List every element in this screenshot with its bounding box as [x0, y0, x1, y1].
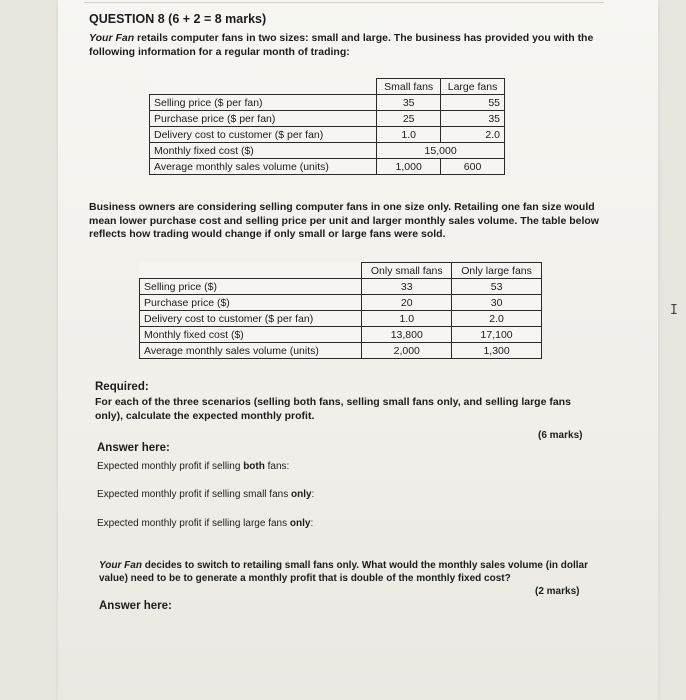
table-row: Average monthly sales volume (units) 2,000 1,300	[140, 343, 542, 359]
part2-question: Your Fan decides to switch to retailing small fans only. What would the monthly sales volume (in dollar value) need to be to generate a monthly profit that is double of the monthly fixed cost?	[99, 560, 588, 584]
table-row: Selling price ($ per fan) 35 55	[150, 95, 505, 111]
table-row: Purchase price ($ per fan) 25 35	[150, 111, 505, 127]
table-row: Delivery cost to customer ($ per fan) 1.0 2.0	[140, 311, 542, 327]
answer-heading-2: Answer here:	[99, 600, 172, 612]
answer-line-large: Expected monthly profit if selling large fans only:	[97, 518, 314, 529]
company-name: Your Fan	[89, 32, 135, 44]
merged-fixed-cost: 15,000	[377, 143, 505, 159]
row-label: Selling price ($ per fan)	[150, 95, 377, 111]
row-label: Delivery cost to customer ($ per fan)	[140, 311, 362, 327]
scenario-paragraph: Business owners are considering selling computer fans in one size only. Retailing one fan size would mean lower purchase cost and selling price per unit and larger monthly sales volume. The table below reflects how trading would change if only small or large fans were sold.	[89, 201, 599, 240]
row-label: Monthly fixed cost ($)	[150, 143, 377, 159]
row-label: Purchase price ($)	[140, 295, 362, 311]
header-only-large: Only large fans	[452, 263, 542, 279]
table-row: Purchase price ($) 20 30	[140, 295, 542, 311]
table-row: Average monthly sales volume (units) 1,000 600	[150, 159, 505, 175]
table-row: Selling price ($) 33 53	[140, 279, 542, 295]
answer-heading-1: Answer here:	[97, 442, 170, 454]
header-only-small: Only small fans	[362, 263, 452, 279]
answer-line-both: Expected monthly profit if selling both fans:	[97, 461, 290, 472]
row-label: Purchase price ($ per fan)	[150, 111, 377, 127]
header-small-fans: Small fans	[377, 79, 441, 95]
answer-line-small: Expected monthly profit if selling small fans only:	[97, 489, 315, 500]
fan-data-table	[149, 78, 505, 175]
intro-text: retails computer fans in two sizes: small and large. The business has provided you with the following information for a regular month of trading:	[89, 32, 594, 58]
table-row	[150, 143, 505, 159]
question-intro	[89, 31, 609, 59]
part2-marks: (2 marks)	[535, 586, 580, 597]
top-divider	[84, 2, 604, 3]
table-row: Monthly fixed cost ($) 13,800 17,100	[140, 327, 542, 343]
single-size-table	[139, 262, 542, 359]
table-row: Delivery cost to customer ($ per fan) 1.0 2.0	[150, 127, 505, 143]
row-label: Monthly fixed cost ($)	[140, 327, 362, 343]
required-text: For each of the three scenarios (selling both fans, selling small fans only, and selling large fans only), calculate the expected monthly profit.	[95, 396, 571, 422]
required-marks: (6 marks)	[538, 430, 583, 441]
row-label: Selling price ($)	[140, 279, 362, 295]
text-cursor-icon: I	[670, 303, 678, 318]
header-large-fans: Large fans	[441, 79, 505, 95]
row-label: Average monthly sales volume (units)	[150, 159, 377, 175]
required-heading: Required:	[95, 381, 149, 393]
question-title: QUESTION 8 (6 + 2 = 8 marks)	[89, 12, 267, 26]
row-label: Delivery cost to customer ($ per fan)	[150, 127, 377, 143]
row-label: Average monthly sales volume (units)	[140, 343, 362, 359]
